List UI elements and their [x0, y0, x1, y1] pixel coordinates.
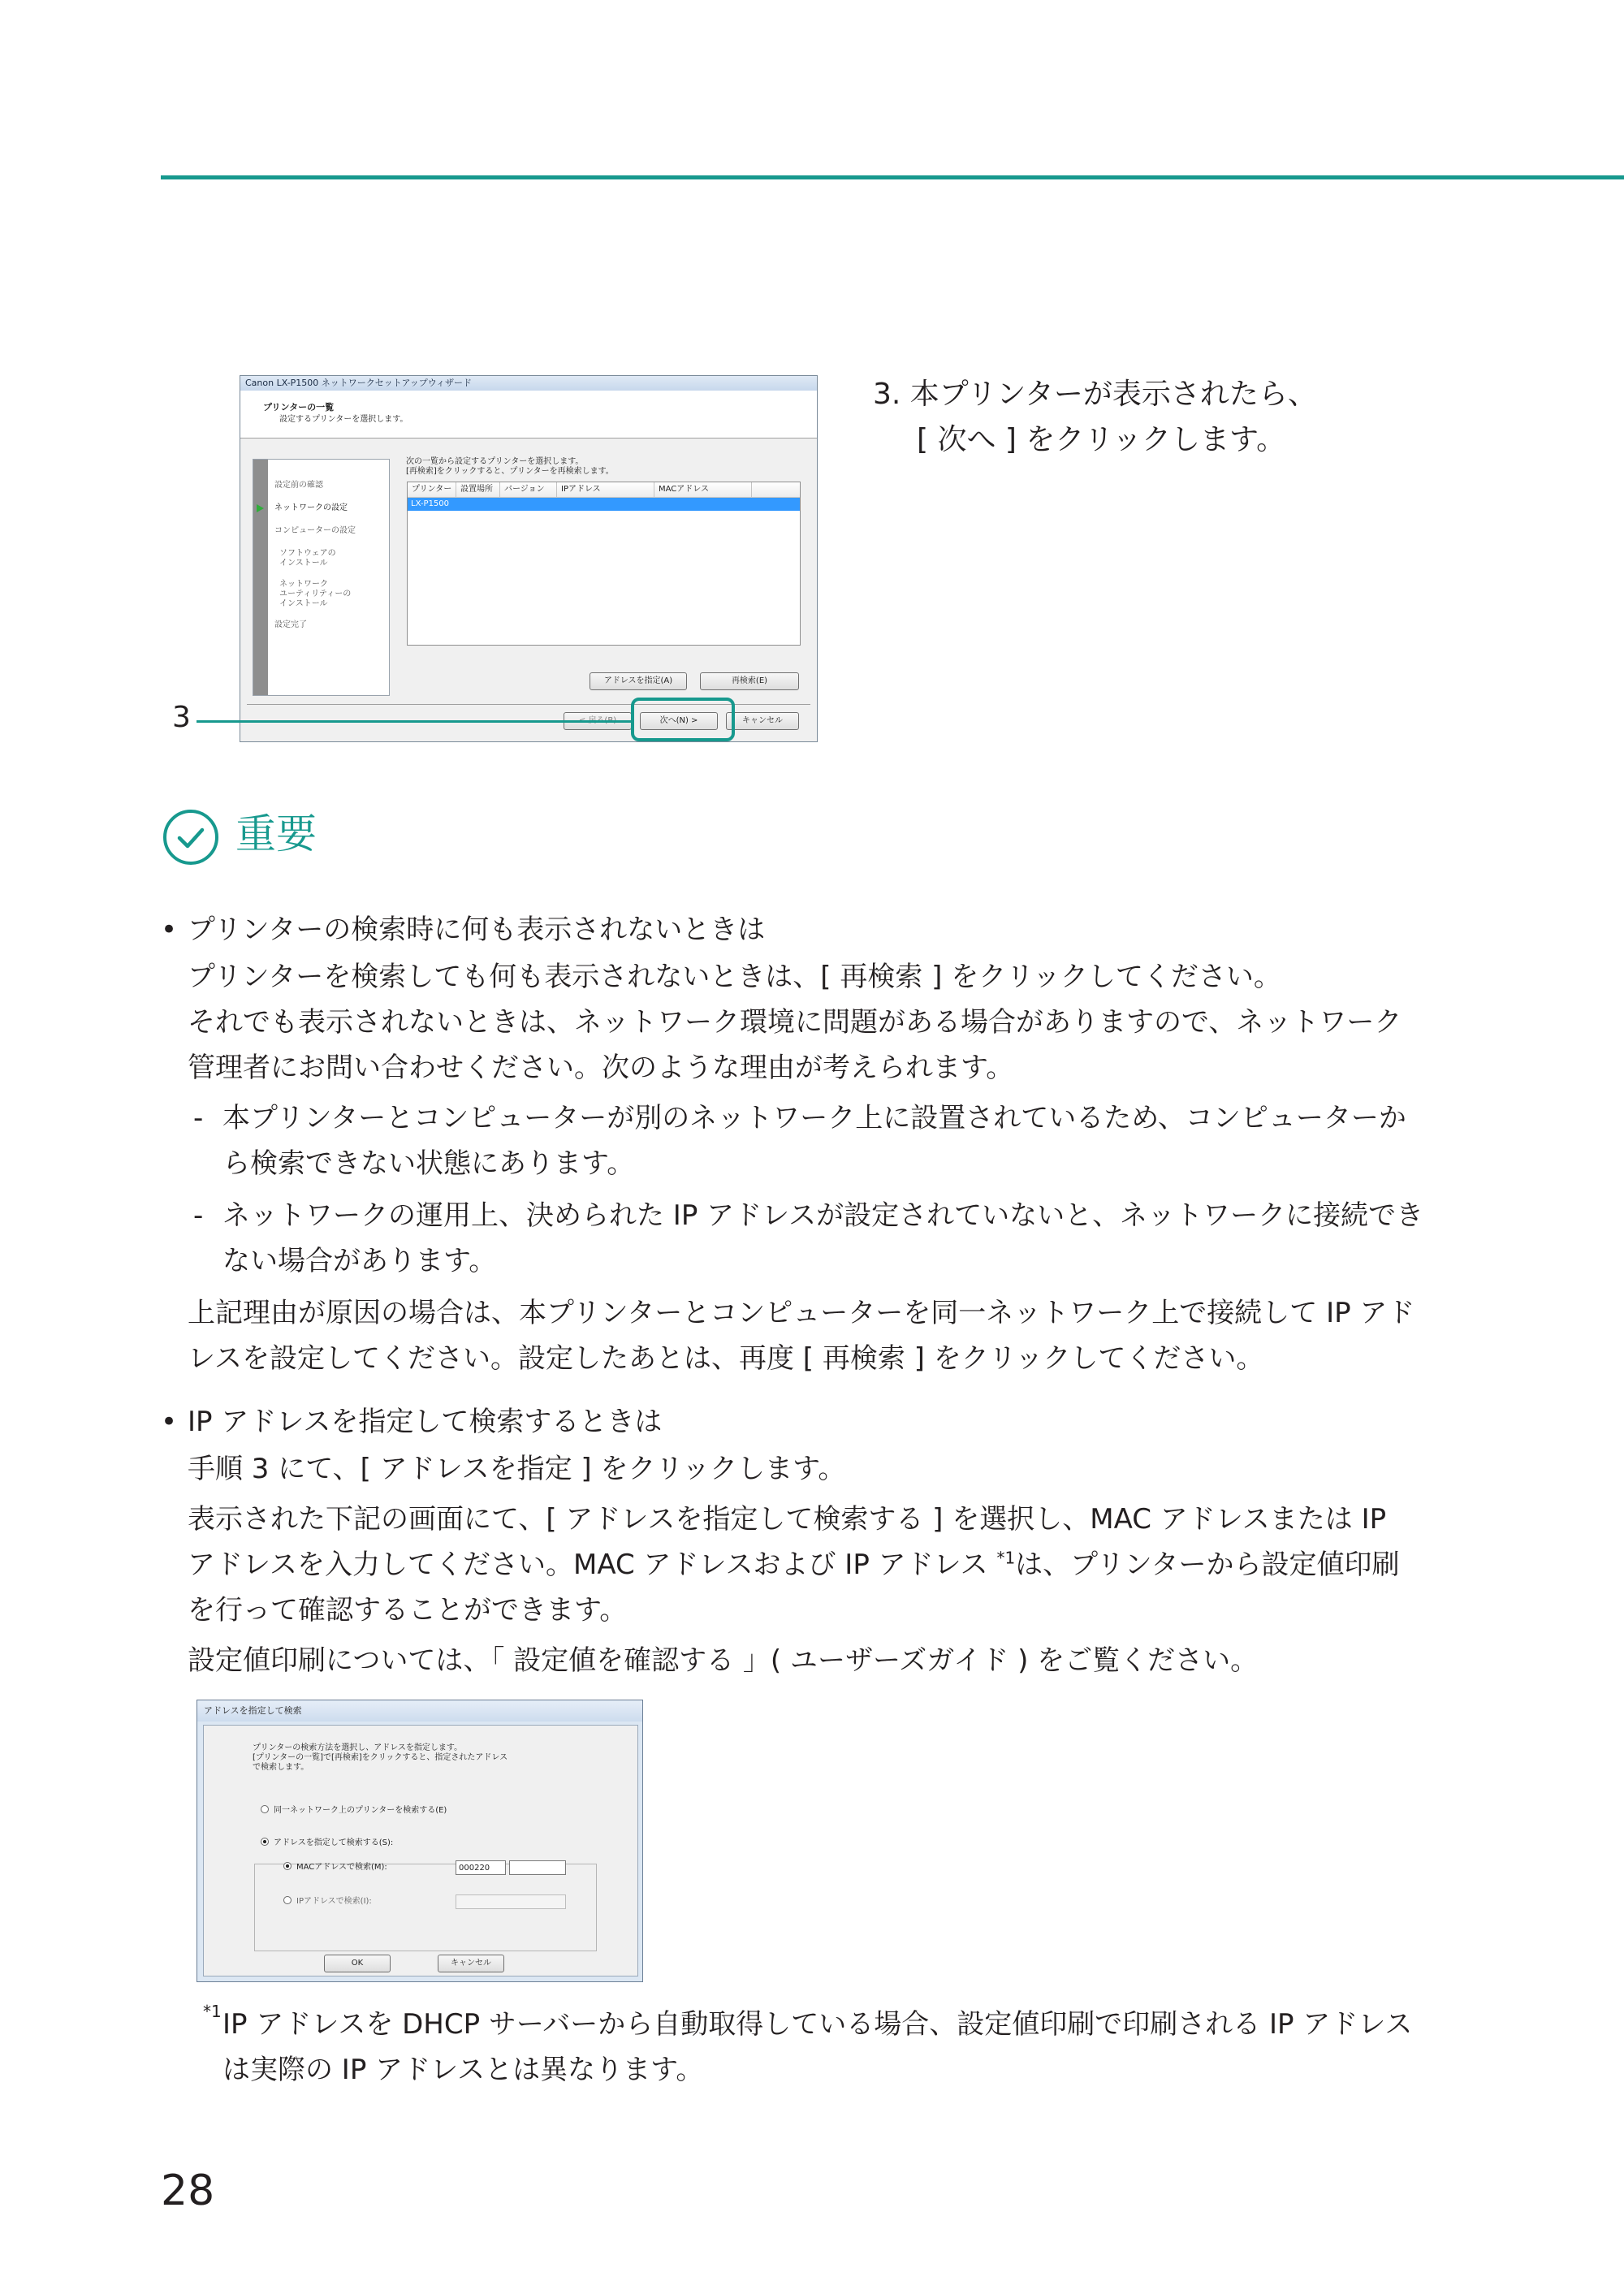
address-button[interactable]: アドレスを指定(A)	[590, 672, 687, 690]
cancel-button[interactable]: キャンセル	[726, 712, 799, 730]
column-printer[interactable]: プリンター	[408, 482, 456, 497]
footnote-line-1: IP アドレスを DHCP サーバーから自動取得している場合、設定値印刷で印刷される IP アドレス	[222, 2008, 1413, 2041]
wizard-title: Canon LX-P1500 ネットワークセットアップウィザード	[240, 376, 817, 391]
dash-mark: -	[193, 1102, 204, 1134]
wizard-step-complete: 設定完了	[274, 620, 307, 629]
wizard-step-computer: コンピューターの設定	[274, 526, 356, 535]
step-3-line-1: 3. 本プリンターが表示されたら、	[873, 378, 1317, 411]
radio-mac[interactable]: MACアドレスで検索(M):	[283, 1862, 387, 1873]
next-button-callout	[631, 698, 735, 741]
wizard-instruction: 次の一覧から設定するプリンターを選択します。 [再検索]をクリックすると、プリンターを再検索します。	[406, 457, 614, 476]
step-3-line-2: [ 次へ ] をクリックします。	[917, 423, 1286, 456]
important-heading: 重要	[235, 810, 317, 858]
bullet-2-line-3-a: アドレスを入力してください。MAC アドレスおよび IP アドレス	[188, 1549, 997, 1581]
reason-1-line-2: ら検索できない状態にあります。	[222, 1147, 635, 1180]
dialog-description: プリンターの検索方法を選択し、アドレスを指定します。 [プリンターの一覧]で[再検索]をクリックすると、指定されたアドレス で検索します。	[253, 1743, 508, 1772]
bullet-1-title: プリンターの検索時に何も表示されないときは	[188, 914, 766, 946]
bullet-1-line-3: 管理者にお問い合わせください。次のような理由が考えられます。	[188, 1052, 1014, 1084]
bullet-2-line-4: を行って確認することができます。	[188, 1594, 628, 1627]
wizard-step-software: ソフトウェアの インストール	[279, 549, 336, 568]
mac-address-field-2[interactable]	[509, 1860, 566, 1875]
ok-button[interactable]: OK	[324, 1955, 391, 1972]
page-number: 28	[161, 2167, 215, 2215]
dash-mark: -	[193, 1199, 204, 1232]
printer-list[interactable]	[407, 482, 801, 646]
bullet-2-line-3-b: は、プリンターから設定値印刷	[1015, 1549, 1400, 1581]
bullet-2-title: IP アドレスを指定して検索するときは	[188, 1406, 663, 1438]
footnote-mark: *1	[203, 2002, 222, 2021]
bullet-2-line-2: 表示された下記の画面にて、[ アドレスを指定して検索する ] を選択し、MAC アドレスまたは IP	[188, 1503, 1387, 1536]
printer-list-header	[408, 482, 800, 498]
wizard-step-network: ネットワークの設定	[274, 503, 348, 512]
wizard-header-title: プリンターの一覧	[263, 402, 335, 413]
bullet-dot: •	[161, 914, 178, 946]
research-button[interactable]: 再検索(E)	[700, 672, 799, 690]
bullet-2-line-3	[188, 1544, 1399, 1585]
next-button[interactable]: 次へ(N) >	[640, 712, 718, 730]
radio-same-network[interactable]: 同一ネットワーク上のプリンターを検索する(E)	[261, 1805, 447, 1817]
column-version[interactable]: バージョン	[500, 482, 557, 497]
callout-leader	[197, 720, 632, 723]
bullet-1-line-2: それでも表示されないときは、ネットワーク環境に問題がある場合がありますので、ネットワーク	[188, 1006, 1402, 1039]
bullet-1-line-1: プリンターを検索しても何も表示されないときは、[ 再検索 ] をクリックしてください。	[188, 961, 1281, 993]
reason-1-line-1: 本プリンターとコンピューターが別のネットワーク上に設置されているため、コンピューターか	[222, 1102, 1406, 1134]
reason-2-line-2: ない場合があります。	[222, 1245, 497, 1277]
ip-address-field[interactable]	[456, 1894, 566, 1909]
wizard-header-subtitle: 設定するプリンターを選択します。	[279, 415, 408, 424]
reason-2-line-1: ネットワークの運用上、決められた IP アドレスが設定されていないと、ネットワークに接続でき	[222, 1199, 1424, 1232]
wizard-nav-bar	[253, 460, 268, 695]
mac-address-field-1[interactable]: 000220	[456, 1860, 506, 1875]
column-ip[interactable]: IPアドレス	[557, 482, 654, 497]
bullet-dot: •	[161, 1406, 178, 1438]
footnote-line-2: は実際の IP アドレスとは異なります。	[222, 2054, 704, 2086]
wizard-step-utility: ネットワーク ユーティリティーの インストール	[279, 580, 352, 608]
dialog-cancel-button[interactable]: キャンセル	[438, 1955, 504, 1972]
bullet-2-line-5: 設定値印刷については、「 設定値を確認する 」( ユーザーズガイド ) をご覧ください。	[188, 1644, 1259, 1677]
wizard-step-check: 設定前の確認	[274, 481, 323, 490]
column-mac[interactable]: MACアドレス	[654, 482, 752, 497]
printer-row[interactable]: LX-P1500	[408, 498, 800, 511]
footnote-ref: *1	[996, 1548, 1016, 1568]
wizard-screenshot	[240, 375, 818, 742]
address-dialog-screenshot	[197, 1700, 643, 1982]
column-location[interactable]: 設置場所	[456, 482, 500, 497]
header-rule	[161, 175, 1624, 179]
radio-specify-address[interactable]: アドレスを指定して検索する(S):	[261, 1838, 396, 1849]
dialog-title: アドレスを指定して検索	[197, 1700, 642, 1722]
bullet-1-line-4: 上記理由が原因の場合は、本プリンターとコンピューターを同一ネットワーク上で接続して IP アド	[188, 1297, 1415, 1329]
bullet-1-line-5: レスを設定してください。設定したあとは、再度 [ 再検索 ] をクリックしてください。	[188, 1342, 1264, 1375]
dialog-body	[203, 1725, 638, 1976]
wizard-step-nav	[253, 459, 390, 696]
bullet-2-line-1: 手順 3 にて、[ アドレスを指定 ] をクリックします。	[188, 1453, 846, 1485]
wizard-header	[240, 391, 817, 438]
radio-ip[interactable]: IPアドレスで検索(I):	[283, 1896, 372, 1907]
check-circle-icon	[162, 808, 220, 866]
callout-number: 3	[172, 701, 191, 734]
